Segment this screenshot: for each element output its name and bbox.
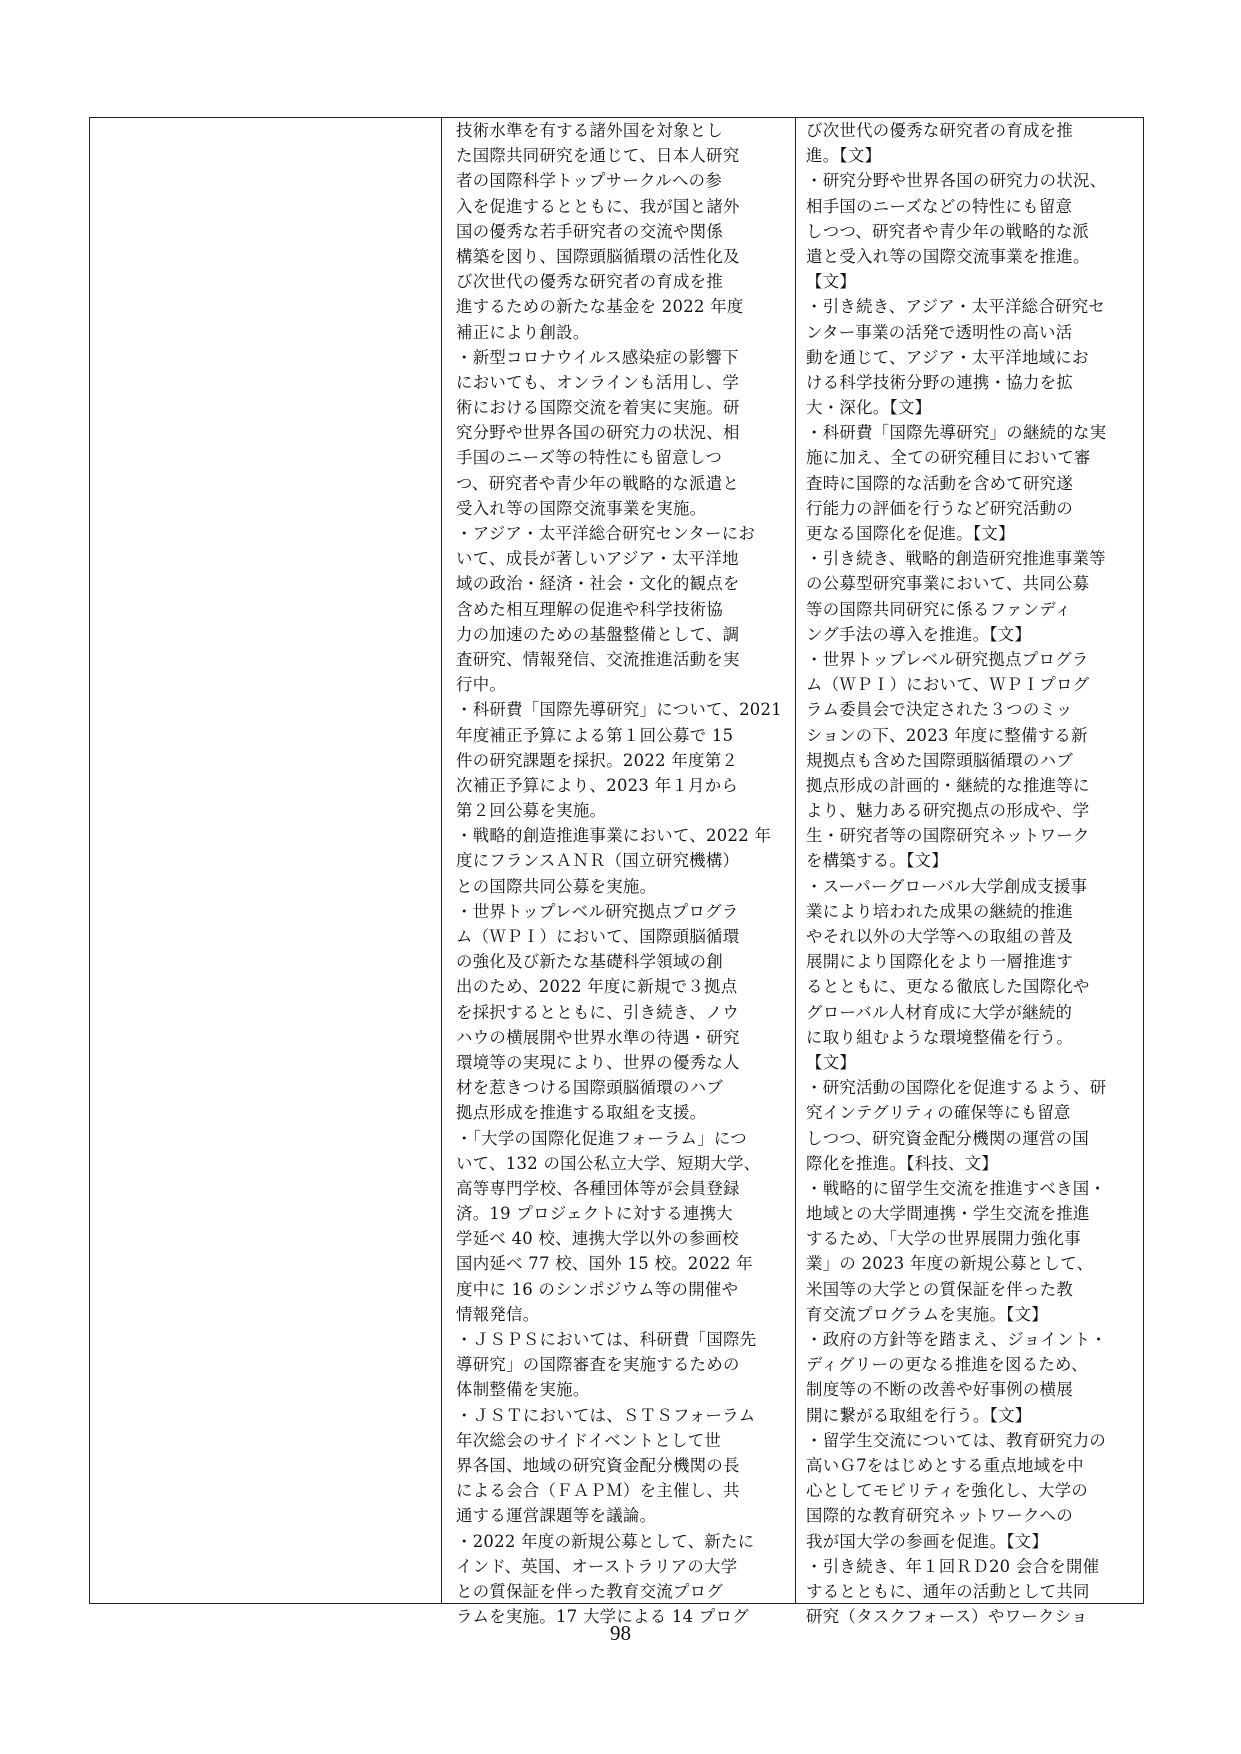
text-line: いて、132 の国公私立大学、短期大学、	[456, 1153, 761, 1173]
text-line: するため、「大学の世界展開力強化事	[806, 1229, 1081, 1249]
text-line: 手国のニーズ等の特性にも留意しつ	[456, 448, 723, 468]
text-line: いて、成長が著しいアジア・太平洋地	[456, 549, 739, 569]
text-line: 施に加え、全ての研究種目において審	[806, 448, 1091, 468]
text-line: に取り組むような環境整備を行う。	[806, 1027, 1074, 1047]
text-line: 行中。	[456, 675, 507, 695]
text-line: ・引き続き、年１回ＲＤ20 会合を開催	[806, 1556, 1100, 1576]
text-line: ム（ＷＰＩ）において、国際頭脳循環	[456, 927, 740, 946]
text-line: しつつ、研究資金配分機関の運営の国	[806, 1128, 1090, 1148]
text-line: 材を惹きつける国際頭脳循環のハブ	[456, 1078, 724, 1098]
text-line: より、魅力ある研究拠点の形成や、学	[806, 801, 1090, 821]
text-line: るとともに、更なる徹底した国際化や	[806, 977, 1090, 997]
text-line: 者の国際科学トップサークルへの参	[456, 171, 723, 191]
text-line: 我が国大学の参画を促進。【文】	[806, 1531, 1049, 1551]
text-line: 第２回公募を実施。	[456, 801, 607, 821]
table	[89, 117, 1144, 1627]
text-line: 件の研究課題を採択。2022 年度第２	[456, 750, 739, 770]
page-number: 98	[610, 1621, 631, 1645]
text-line: ・ＪＳＰＳにおいては、科研費「国際先	[456, 1330, 757, 1349]
text-line: 拠点形成の計画的・継続的な推進等に	[806, 775, 1090, 795]
text-line: 構築を図り、国際頭脳循環の活性化及	[456, 246, 740, 266]
text-line: ・スーパーグローバル大学創成支援事	[806, 876, 1088, 896]
text-line: 究インテグリティの確保等にも留意	[806, 1103, 1071, 1123]
text-line: 含めた相互理解の促進や科学技術協	[456, 599, 724, 619]
text-line: 育交流プログラムを実施。【文】	[806, 1304, 1048, 1324]
text-line: ハウの横展開や世界水準の待遇・研究	[456, 1027, 740, 1047]
text-line: ・研究分野や世界各国の研究力の状況、	[806, 171, 1107, 191]
text-line: 界各国、地域の研究資金配分機関の長	[456, 1455, 740, 1475]
text-line: 遣と受入れ等の国際交流事業を推進。	[806, 246, 1090, 266]
text-line: 等の国際共同研究に係るファンディ	[806, 599, 1072, 619]
text-line: の公募型研究事業において、共同公募	[806, 574, 1090, 594]
text-line: 進するための新たな基金を 2022 年度	[456, 297, 744, 317]
text-line: 査研究、情報発信、交流推進活動を実	[456, 649, 740, 669]
table-column-right	[796, 118, 1143, 1627]
text-line: の強化及び新たな基礎科学領域の創	[456, 952, 724, 972]
text-line: においても、オンラインも活用し、学	[456, 372, 740, 392]
text-line: 制度等の不断の改善や好事例の横展	[806, 1380, 1074, 1400]
text-line: ンター事業の活発で透明性の高い活	[806, 322, 1073, 342]
text-line: ・世界トップレベル研究拠点プログラ	[456, 901, 739, 921]
text-line: び次世代の優秀な研究者の育成を推	[456, 272, 724, 292]
text-line: 学延べ 40 校、連携大学以外の参画校	[456, 1229, 739, 1249]
text-line: 【文】	[806, 1052, 857, 1072]
text-line: ・「大学の国際化促進フォーラム」につ	[456, 1128, 747, 1148]
text-line: ラム委員会で決定された３つのミッ	[806, 700, 1073, 720]
table-column-left	[90, 118, 442, 1603]
text-line: 通する運営課題等を議論。	[456, 1506, 657, 1526]
text-line: 年度補正予算による第１回公募で 15	[456, 725, 734, 745]
text-line: ラムを実施。17 大学による 14 プログ	[456, 1607, 749, 1627]
text-line: ・留学生交流については、教育研究力の	[806, 1430, 1107, 1450]
text-line: 展開により国際化をより一層推進す	[806, 952, 1074, 972]
text-line: 術における国際交流を着実に実施。研	[456, 398, 740, 418]
text-line: 生・研究者等の国際研究ネットワーク	[806, 826, 1090, 846]
text-line: 拠点形成を推進する取組を支援。	[456, 1103, 707, 1123]
text-line: 研究（タスクフォース）やワークショ	[806, 1607, 1088, 1627]
text-line: 業」の 2023 年度の新規公募として、	[806, 1254, 1094, 1274]
text-line: 力の加速のための基盤整備として、調	[456, 624, 740, 644]
text-line: 米国等の大学との質保証を伴った教	[806, 1279, 1074, 1299]
text-line: ・2022 年度の新規公募として、新たに	[456, 1531, 755, 1551]
text-line: 情報発信。	[456, 1304, 540, 1324]
text-line: ・戦略的に留学生交流を推進すべき国・	[806, 1178, 1107, 1198]
text-line: 域の政治・経済・社会・文化的観点を	[456, 574, 740, 594]
text-line: 大・深化。【文】	[806, 398, 932, 418]
text-line: ・ＪＳＴにおいては、ＳＴＳフォーラム	[456, 1405, 756, 1425]
text-line: 開に繋がる取組を行う。【文】	[806, 1405, 1032, 1425]
text-line: 技術水準を有する諸外国を対象とし	[456, 121, 724, 140]
text-line: 導研究」の国際審査を実施するための	[456, 1355, 740, 1375]
text-line: 動を通じて、アジア・太平洋地域にお	[806, 347, 1089, 367]
text-line: 査時に国際的な活動を含めて研究遂	[806, 473, 1074, 493]
text-line: インド、英国、オーストラリアの大学	[456, 1556, 738, 1576]
text-line: ング手法の導入を推進。【文】	[806, 624, 1032, 644]
text-line: 済。19 プロジェクトに対する連携大	[456, 1204, 733, 1224]
text-line: ・新型コロナウイルス感染症の影響下	[456, 347, 739, 367]
text-line: 国の優秀な若手研究者の交流や関係	[456, 221, 724, 241]
text-line: 更なる国際化を促進。【文】	[806, 524, 1015, 543]
text-line: を採択するとともに、引き続き、ノウ	[456, 1002, 740, 1022]
text-line: 高等専門学校、各種団体等が会員登録	[456, 1178, 740, 1198]
text-line: しつつ、研究者や青少年の戦略的な派	[806, 221, 1090, 241]
text-line: 補正により創設。	[456, 322, 590, 342]
text-line: ・アジア・太平洋総合研究センターにお	[456, 524, 756, 543]
text-line: 業により培われた成果の継続的推進	[806, 901, 1074, 921]
text-line: ・引き続き、戦略的創造研究推進事業等	[806, 549, 1106, 569]
text-line: 受入れ等の国際交流事業を実施。	[456, 498, 707, 518]
text-line: ける科学技術分野の連携・協力を拡	[806, 372, 1074, 392]
text-line: 次補正予算により、2023 年１月から	[456, 775, 739, 795]
text-line: ・科研費「国際先導研究」の継続的な実	[806, 423, 1107, 443]
text-line: 高いＧ7をはじめとする重点地域を中	[806, 1455, 1084, 1475]
text-line: 年次総会のサイドイベントとして世	[456, 1430, 722, 1450]
text-line: 環境等の実現により、世界の優秀な人	[456, 1052, 740, 1072]
text-line: ・研究活動の国際化を促進するよう、研	[806, 1078, 1107, 1098]
text-line: するとともに、通年の活動として共同	[806, 1581, 1090, 1601]
text-line: 体制整備を実施。	[456, 1380, 590, 1400]
text-line: ・世界トップレベル研究拠点プログラ	[806, 649, 1089, 669]
text-line: を構築する。【文】	[806, 851, 949, 871]
text-line: ・科研費「国際先導研究」について、2021	[456, 700, 782, 720]
text-line: 度にフランスＡＮＲ（国立研究機構）	[456, 851, 740, 871]
text-line: 国際的な教育研究ネットワークへの	[806, 1506, 1074, 1526]
text-line: 進。【文】	[806, 146, 882, 166]
text-line: による会合（ＦＡＰＭ）を主催し、共	[456, 1481, 740, 1501]
text-line: 【文】	[806, 272, 857, 292]
text-line: び次世代の優秀な研究者の育成を推	[806, 121, 1074, 140]
text-line: 究分野や世界各国の研究力の状況、相	[456, 423, 740, 443]
text-line: ・政府の方針等を踏まえ、ジョイント・	[806, 1330, 1108, 1349]
text-line: との質保証を伴った教育交流プログ	[456, 1581, 724, 1601]
text-line: ・戦略的創造推進事業において、2022 年	[456, 826, 772, 846]
text-line: つ、研究者や青少年の戦略的な派遣と	[456, 473, 740, 493]
text-line: やそれ以外の大学等への取組の普及	[806, 927, 1074, 946]
text-line: 地域との大学間連携・学生交流を推進	[806, 1204, 1090, 1224]
text-line: 出のため、2022 年度に新規で３拠点	[456, 977, 738, 997]
text-line: 際化を推進。【科技、文】	[806, 1153, 999, 1173]
text-line: 行能力の評価を行うなど研究活動の	[806, 498, 1074, 518]
text-line: ションの下、2023 年度に整備する新	[806, 725, 1088, 745]
text-line: グローバル人材育成に大学が継続的	[806, 1002, 1073, 1022]
text-line: 度中に 16 のシンポジウム等の開催や	[456, 1279, 739, 1299]
text-line: 国内延べ 77 校、国外 15 校。2022 年	[456, 1254, 753, 1274]
table-column-middle	[442, 118, 796, 1627]
text-line: 規拠点も含めた国際頭脳循環のハブ	[806, 750, 1074, 770]
text-line: 入を促進するとともに、我が国と諸外	[456, 196, 740, 216]
text-line: ディグリーの更なる推進を図るため、	[806, 1355, 1088, 1375]
text-line: との国際共同公募を実施。	[456, 876, 657, 896]
text-line: ム（ＷＰＩ）において、ＷＰＩプログ	[806, 675, 1090, 695]
text-line: ・引き続き、アジア・太平洋総合研究セ	[806, 297, 1106, 317]
text-line: た国際共同研究を通じて、日本人研究	[456, 146, 740, 166]
text-line: 相手国のニーズなどの特性にも留意	[806, 196, 1073, 216]
text-line: 心としてモビリティを強化し、大学の	[806, 1481, 1089, 1501]
